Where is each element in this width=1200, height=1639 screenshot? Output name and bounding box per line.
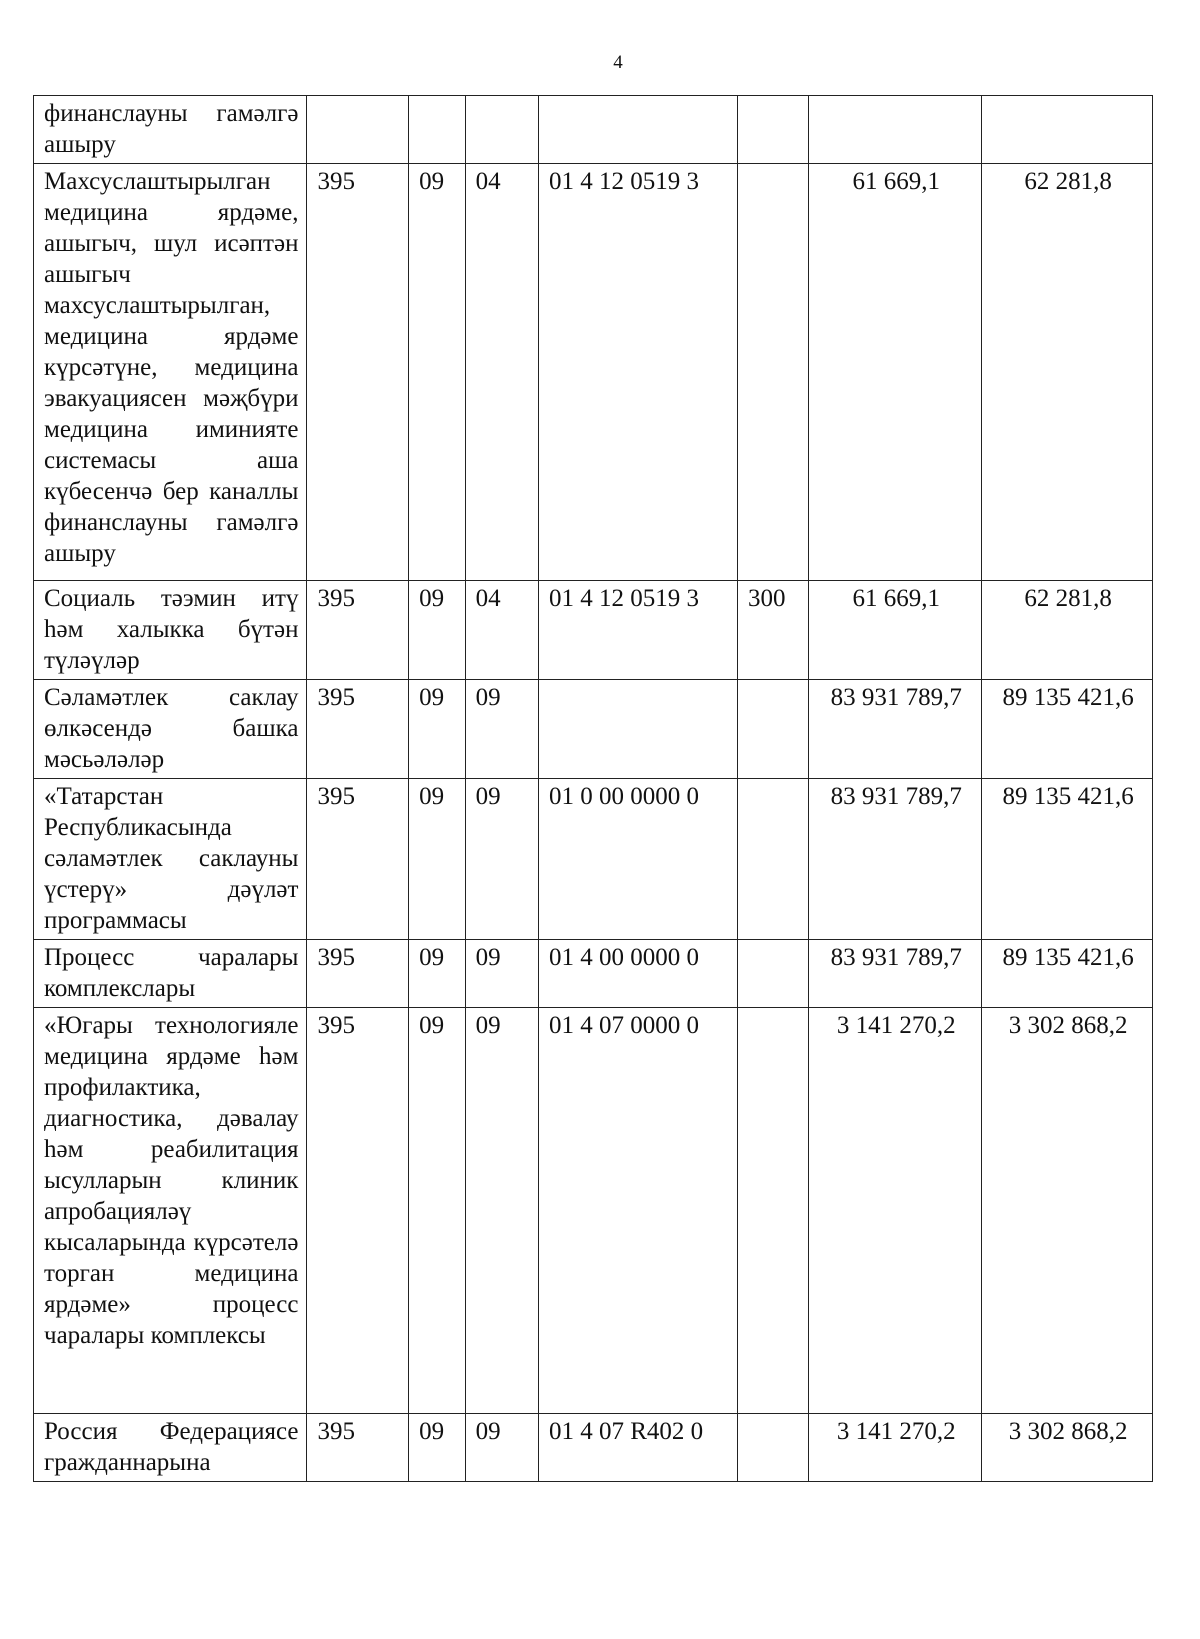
table-row xyxy=(34,164,1153,581)
target-code: 01 4 12 0519 3 xyxy=(538,581,737,680)
expense-type-code xyxy=(738,96,809,164)
target-code: 01 0 00 0000 0 xyxy=(538,779,737,940)
row-name: финанслауны гамәлгә ашыру xyxy=(34,96,307,164)
ministry-code: 395 xyxy=(307,680,409,779)
sum-year-2: 89 135 421,6 xyxy=(982,680,1153,779)
subsection-code: 04 xyxy=(465,581,538,680)
section-code: 09 xyxy=(409,1008,466,1414)
subsection-code: 09 xyxy=(465,1008,538,1414)
sum-year-1: 61 669,1 xyxy=(809,164,982,581)
sum-year-2: 89 135 421,6 xyxy=(982,940,1153,1008)
ministry-code: 395 xyxy=(307,581,409,680)
target-code: 01 4 07 0000 0 xyxy=(538,1008,737,1414)
table-row xyxy=(34,680,1153,779)
section-code: 09 xyxy=(409,680,466,779)
sum-year-2: 3 302 868,2 xyxy=(982,1414,1153,1482)
subsection-code: 09 xyxy=(465,1414,538,1482)
subsection-code: 09 xyxy=(465,779,538,940)
table-row xyxy=(34,779,1153,940)
sum-year-1: 3 141 270,2 xyxy=(809,1008,982,1414)
sum-year-2: 89 135 421,6 xyxy=(982,779,1153,940)
sum-year-2: 62 281,8 xyxy=(982,581,1153,680)
sum-year-1: 83 931 789,7 xyxy=(809,680,982,779)
row-name: «Югары технологияле медицина ярдәме һәм профилактика, диагностика, дәвалау һәм реабилитация ысулларын клиник апробацияләү кысаларында күрсәтелә торган медицина ярдәме» процесс чаралары комплексы xyxy=(34,1008,307,1414)
budget-table xyxy=(33,95,1153,1482)
ministry-code: 395 xyxy=(307,164,409,581)
sum-year-1: 3 141 270,2 xyxy=(809,1414,982,1482)
expense-type-code xyxy=(738,779,809,940)
row-name: Махсуслаштырылган медицина ярдәме, ашыгыч, шул исәптән ашыгыч махсуслаштырылган, медицина ярдәме күрсәтүне, медицина эвакуациясен мәҗбүри медицина иминияте системасы аша күбесенчә бер каналлы финанслауны гамәлгә ашыру xyxy=(34,164,307,581)
row-name: Социаль тәэмин итү һәм халыкка бүтән түләүләр xyxy=(34,581,307,680)
ministry-code: 395 xyxy=(307,779,409,940)
row-name: Россия Федерациясе гражданнарына xyxy=(34,1414,307,1482)
expense-type-code: 300 xyxy=(738,581,809,680)
subsection-code: 09 xyxy=(465,680,538,779)
sum-year-1: 61 669,1 xyxy=(809,581,982,680)
ministry-code: 395 xyxy=(307,1414,409,1482)
target-code: 01 4 07 R402 0 xyxy=(538,1414,737,1482)
expense-type-code xyxy=(738,940,809,1008)
target-code xyxy=(538,96,737,164)
table-row xyxy=(34,96,1153,164)
row-name: Сәламәтлек саклау өлкәсендә башка мәсьәләләр xyxy=(34,680,307,779)
section-code: 09 xyxy=(409,779,466,940)
page-number: 4 xyxy=(613,52,623,73)
subsection-code: 04 xyxy=(465,164,538,581)
expense-type-code xyxy=(738,164,809,581)
ministry-code: 395 xyxy=(307,940,409,1008)
target-code: 01 4 00 0000 0 xyxy=(538,940,737,1008)
subsection-code xyxy=(465,96,538,164)
row-name: «Татарстан Республикасында сәламәтлек саклауны үстерү» дәүләт программасы xyxy=(34,779,307,940)
subsection-code: 09 xyxy=(465,940,538,1008)
sum-year-1: 83 931 789,7 xyxy=(809,940,982,1008)
sum-year-1 xyxy=(809,96,982,164)
sum-year-2: 3 302 868,2 xyxy=(982,1008,1153,1414)
section-code xyxy=(409,96,466,164)
expense-type-code xyxy=(738,680,809,779)
section-code: 09 xyxy=(409,164,466,581)
section-code: 09 xyxy=(409,940,466,1008)
expense-type-code xyxy=(738,1414,809,1482)
table-row xyxy=(34,581,1153,680)
ministry-code xyxy=(307,96,409,164)
expense-type-code xyxy=(738,1008,809,1414)
target-code: 01 4 12 0519 3 xyxy=(538,164,737,581)
table-row xyxy=(34,1008,1153,1414)
table-row xyxy=(34,940,1153,1008)
table-row xyxy=(34,1414,1153,1482)
sum-year-2: 62 281,8 xyxy=(982,164,1153,581)
target-code xyxy=(538,680,737,779)
section-code: 09 xyxy=(409,1414,466,1482)
row-name: Процесс чаралары комплекслары xyxy=(34,940,307,1008)
sum-year-2 xyxy=(982,96,1153,164)
ministry-code: 395 xyxy=(307,1008,409,1414)
sum-year-1: 83 931 789,7 xyxy=(809,779,982,940)
section-code: 09 xyxy=(409,581,466,680)
